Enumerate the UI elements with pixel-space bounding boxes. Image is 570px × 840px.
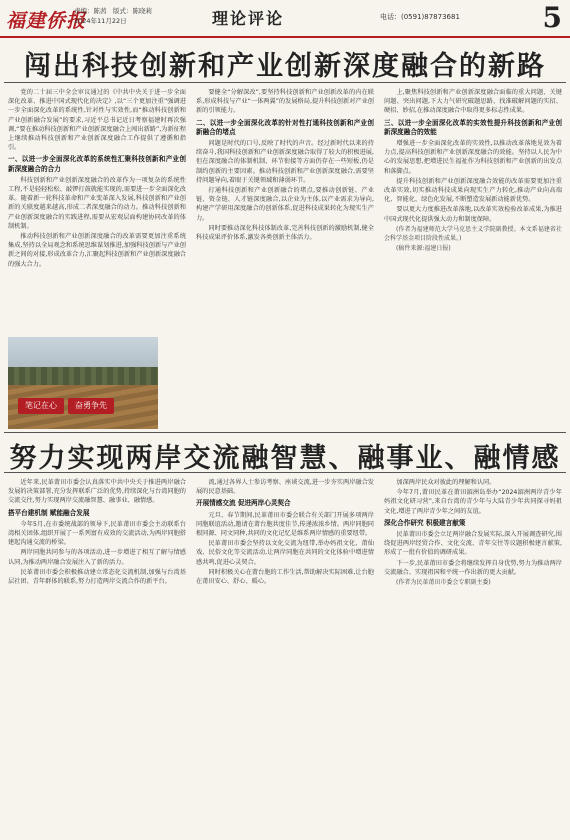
subheading: 深化合作研究 积极建言献策	[384, 518, 466, 527]
article1-headline: 闯出科技创新和产业创新深度融合的新路	[24, 51, 546, 82]
subheading: 三、以进一步全面深化改革的实效性提升科技创新和产业创新深度融合的效能	[384, 118, 562, 136]
article1-photo	[8, 337, 158, 429]
paragraph: 上,聚焦科技创新和产业创新深度融合面临的重大问题、关键问题、突出问题,下大力气研究破题思路、找准破解问题的实招、硬招、妙招,在推动深度融合中取得更多标志性成果。	[384, 89, 562, 115]
paragraph: 今年5月,在市委统战部的领导下,民革莆田市委会主动联系台湾相关团体,组织开展了一系列富有成效的交流活动,为两岸同胞搭建起沟通交流的桥梁。	[8, 520, 186, 547]
paragraph: 要以更大力度推进改革落地,以改革实效检验改革成果,为推进中国式现代化提供强大动力和制度保障。	[384, 206, 562, 223]
article2-headline: 努力实现两岸交流融智慧、融事业、融情感	[9, 443, 561, 474]
subheading: 开展情感交流 促进两岸心灵契合	[196, 499, 291, 508]
paragraph: 提升科技创新和产业创新深度融合效能的改革需要更加注重改革实效,切实推动科技成果向现实生产力转化,推动产业向高端化、智能化、绿色化发展,不断塑造发展新动能新优势。	[384, 177, 562, 204]
section-title: 理论评论	[212, 9, 285, 28]
paragraph: 要健全“分解深改”,要坚持科技创新和产业创新改革的内在联系,形成科技与产业“一体两翼”的发展格局,提升科技创新对产业创新的引领能力。	[196, 89, 374, 115]
paragraph: 党的二十届三中全会审议通过的《中共中央关于进一步全面深化改革、推进中国式现代化的决定》,以“三个更加注重”强调进一步全面深化改革的系统性,针对性与实效性,而“推动科技创新和产业创新融合发展”的要求,习近平总书记近日考察福建时再次强调,“要在推动科技创新和产业创新深度融合上闯出新路”,为新征程上继续推动科技创新和产业创新深度融合工作提供了遵循和指引。	[8, 89, 186, 152]
photo-trees	[8, 367, 158, 385]
issue-date: 2024年11月22日	[74, 17, 127, 25]
editor-meta	[74, 6, 214, 26]
article1-column-2	[196, 88, 374, 428]
paragraph: 科技创新和产业创新深度融合的改革作为一项复杂的系统性工程,不是轻轻松松、敲锣打鼓就能实现的,需要进一步全面深化改革。随着新一轮科技革命和产业变革深入发展,科技创新和产业创新的关联度越来越高,形成二者深度融合的动力。推动科技创新和产业创新深度融合的实践进程,需要从宏观层面构建协同改革的体制机制。	[8, 176, 186, 230]
paragraph: (作者为福建师范大学马克思主义学院副教授。本文系福建省社会科学基金项目阶段性成果。)	[384, 225, 562, 243]
photo-banner-left: 笔记在心	[18, 398, 64, 414]
subheading: 二、以进一步全面深化改革的针对性打通科技创新和产业创新融合的堵点	[196, 118, 374, 136]
article2-column-3	[384, 478, 562, 834]
page-header	[0, 0, 570, 38]
paragraph: 推动科技创新和产业创新深度融合的改革需要更加注重系统集成,坚持以全局观念和系统思维谋划推进,加强科技创新与产业创新之间的对接,形成改革合力,汇聚起科技创新和产业创新深度融合的强大合力。	[8, 233, 186, 268]
article2-column-1	[8, 478, 186, 834]
contact-phone: 电话：(0591)87873681	[380, 13, 460, 21]
paragraph: 同时积极关心在莆台胞的工作生活,帮助解决实际困难,让台胞在莆田安心、舒心、暖心。	[196, 568, 374, 586]
divider	[4, 82, 566, 83]
paragraph: 民革莆田市委会立足两岸融合发展实际,深入开展调查研究,围绕促进两岸经贸合作、文化交流、青年交往等议题积极建言献策,形成了一批有价值的调研成果。	[384, 531, 562, 557]
newspaper-masthead: 福建侨报	[6, 10, 87, 32]
paragraph: 问题是时代的口号,反映了时代的声音。经过新时代以来的持续奋斗,我国科技创新和产业创新深度融合取得了较大的积极进展,但在深度融合的体制机制、环节衔接等方面仍存在一些短板,仍是制约创新的主要因素。推动科技创新和产业创新深度融合,需要坚持问题导向,着眼于关键领域和薄弱环节。	[196, 140, 374, 184]
paragraph: 民革莆田市委会坚持以文化交流为纽带,举办妈祖文化、莆仙戏、民俗文化等交流活动,让两岸同胞在共同的文化体验中增进情感共鸣,促进心灵契合。	[196, 540, 374, 566]
paragraph: 加深两岸民众对彼此的理解和认同。	[396, 479, 496, 486]
paragraph: 下一步,民革莆田市委会将继续发挥自身优势,努力为推动两岸交流融合、实现祖国和平统一作出新的更大贡献。	[384, 559, 562, 576]
editor-credits: 责编：陈茜 版式：陈晓莉	[74, 7, 152, 15]
paragraph: 流,通过各界人士参访考察、座谈交流,进一步夯实两岸融合发展的民意基础。	[196, 479, 374, 496]
paragraph: (作者为民革莆田市委会专职副主委)	[396, 579, 491, 587]
subheading: 一、以进一步全面深化改革的系统性汇聚科技创新和产业创新深度融合的合力	[8, 155, 186, 173]
paragraph: 今年7月,莆田民革在莆田湄洲岛举办“2024湄洲两岸青少年妈祖文化研习营”,来自台湾的青少年与大陆青少年共同探寻妈祖文化,增进了两岸青少年之间的友谊。	[384, 489, 562, 515]
article1-column-1	[8, 88, 186, 334]
divider	[4, 472, 566, 473]
paragraph: 近年来,民革莆田市委会认真落实中共中央关于推进两岸融合发展的决策部署,充分发挥联系广泛的优势,持续深化与台湾同胞的交流交往,努力实现两岸交流融智慧、融事业、融情感。	[8, 479, 186, 505]
paragraph: 两岸同胞共同参与的各项活动,进一步增进了相互了解与情感认同,为推动两岸融合发展注入了新的活力。	[8, 549, 186, 566]
paragraph: 同时要推动深化科技体制改革,完善科技创新的激励机制,健全科技成果评价体系,激发各类创新主体活力。	[196, 224, 374, 242]
article1-column-3	[384, 88, 562, 428]
subheading: 搭平台建机制 赋能融合发展	[8, 508, 90, 517]
paragraph: (稿件来源:福建日报)	[396, 245, 451, 253]
paragraph: 元旦、春节期间,民革莆田市委会联合有关部门开展多项两岸同胞联谊活动,邀请在莆台胞共度佳节,传递浓浓乡情。两岸同胞同根同源、同文同种,共同的文化记忆是维系两岸情感的重要纽带。	[196, 511, 374, 538]
paragraph: 增强进一步全面深化改革的实效性,以推动改革落地见效为着力点,提高科技创新和产业创新深度融合的效能。坚持以人民为中心的发展思想,把增进民生福祉作为科技创新和产业创新的出发点和落脚点。	[384, 140, 562, 175]
divider	[4, 432, 566, 433]
paragraph: 打通科技创新和产业创新融合的堵点,要推动创新链、产业链、资金链、人才链深度融合,以企业为主体,以产业需求为导向,构建产学研用深度融合的创新体系,促进科技成果转化为现实生产力。	[196, 187, 374, 222]
page-number: 5	[542, 1, 562, 34]
article2-column-2	[196, 478, 374, 834]
photo-banner-right: 奋勇争先	[68, 398, 114, 414]
paragraph: 民革莆田市委会积极推动建立常态化交流机制,加强与台湾基层社团、青年群体的联系,努力打造两岸交流合作的新平台。	[8, 568, 186, 586]
